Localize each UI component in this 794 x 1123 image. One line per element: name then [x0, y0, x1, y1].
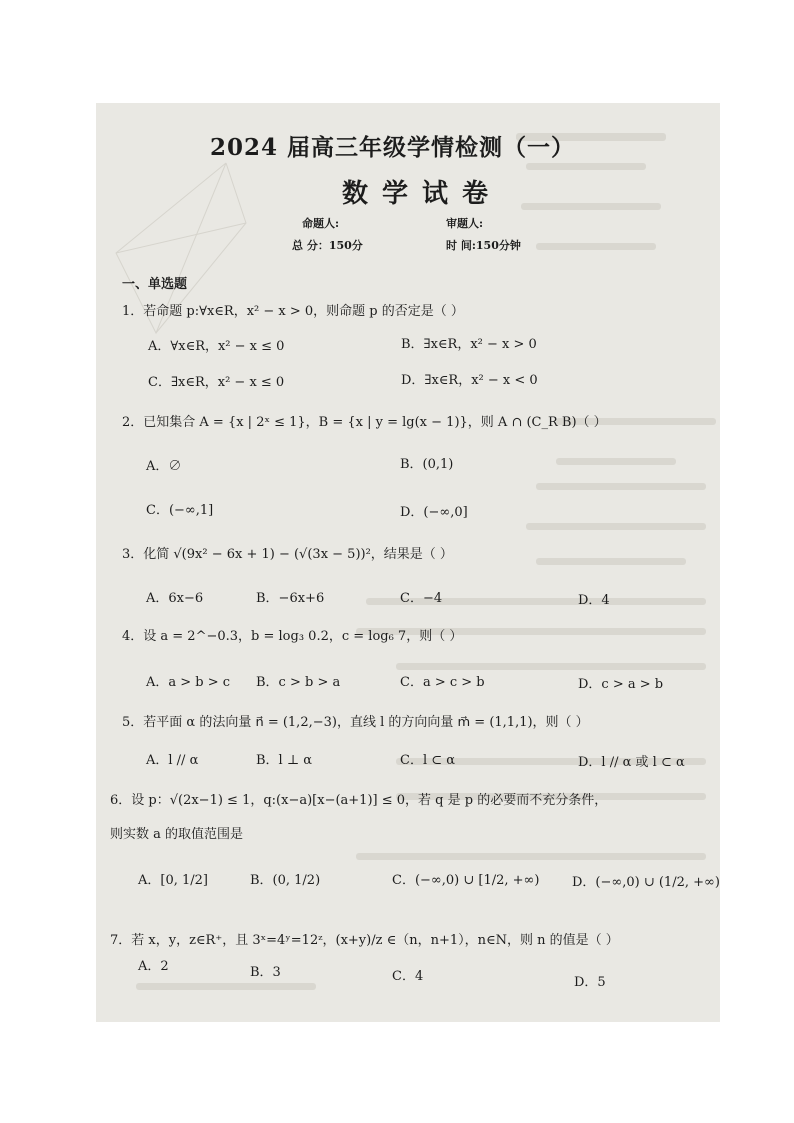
q2-option-d: D．(−∞,0] [400, 505, 468, 520]
q6-option-d: D．(−∞,0) ∪ (1/2, +∞) [572, 875, 720, 890]
q1-option-c: C．∃x∈R，x² − x ≤ 0 [148, 375, 285, 390]
question-5: 5．若平面 α 的法向量 n⃗ = (1,2,−3)，直线 l 的方向向量 m⃗ = (1,1,1)，则（ ） [122, 715, 589, 730]
q2-option-c: C．(−∞,1] [146, 503, 214, 518]
total-score: 总 分：150分 [292, 239, 363, 252]
question-6: 6．设 p：√(2x−1) ≤ 1，q:(x−a)[x−(a+1)] ≤ 0，若 q 是 p 的必要而不充分条件， [110, 793, 608, 808]
q3-option-d: D．4 [578, 593, 610, 608]
q1-option-d: D．∃x∈R，x² − x < 0 [401, 373, 538, 388]
q7-option-c: C．4 [392, 969, 424, 984]
author-label: 命题人: [302, 217, 340, 230]
q5-option-a: A．l // α [146, 753, 199, 768]
q7-option-a: A．2 [138, 959, 169, 974]
q4-option-d: D．c > a > b [578, 677, 664, 692]
q6-option-a: A．[0, 1/2] [138, 873, 208, 888]
q1-option-b: B．∃x∈R，x² − x > 0 [401, 337, 537, 352]
q3-option-c: C．−4 [400, 591, 443, 606]
q1-option-a: A．∀x∈R，x² − x ≤ 0 [148, 339, 285, 354]
exam-title: 2024 届高三年级学情检测（一） [210, 134, 576, 161]
section-heading: 一、单选题 [122, 277, 188, 292]
q5-option-d: D．l // α 或 l ⊂ α [578, 755, 685, 770]
q6-option-b: B．(0, 1/2) [250, 873, 321, 888]
q5-option-c: C．l ⊂ α [400, 753, 456, 768]
q2-option-b: B．(0,1) [400, 457, 454, 472]
exam-sheet [96, 103, 720, 1022]
q4-option-c: C．a > c > b [400, 675, 485, 690]
q3-option-a: A．6x−6 [146, 591, 204, 606]
question-4: 4．设 a = 2^−0.3，b = log₃ 0.2，c = log₆ 7，则（ ） [122, 629, 463, 644]
question-2: 2．已知集合 A = {x | 2ˣ ≤ 1}，B = {x | y = lg(x − 1)}，则 A ∩ (C_R B)（ ） [122, 415, 607, 430]
question-6-cont: 则实数 a 的取值范围是 [110, 827, 244, 842]
q2-option-a: A．∅ [146, 459, 182, 474]
q6-option-c: C．(−∞,0) ∪ [1/2, +∞) [392, 873, 540, 888]
exam-subtitle: 数学试卷 [342, 179, 503, 209]
q5-option-b: B．l ⊥ α [256, 753, 312, 768]
question-3: 3．化简 √(9x² − 6x + 1) − (√(3x − 5))²，结果是（ ） [122, 547, 453, 562]
reviewer-label: 审题人: [446, 217, 484, 230]
question-1: 1．若命题 p:∀x∈R，x² − x > 0，则命题 p 的否定是（ ） [122, 304, 464, 319]
q4-option-a: A．a > b > c [146, 675, 231, 690]
q7-option-b: B．3 [250, 965, 281, 980]
question-7: 7．若 x，y，z∈R⁺，且 3ˣ=4ʸ=12ᶻ，(x+y)/z ∈（n，n+1），n∈N，则 n 的值是（ ） [110, 933, 619, 948]
q3-option-b: B．−6x+6 [256, 591, 325, 606]
q4-option-b: B．c > b > a [256, 675, 341, 690]
time-limit: 时 间:150分钟 [446, 239, 521, 252]
q7-option-d: D．5 [574, 975, 606, 990]
